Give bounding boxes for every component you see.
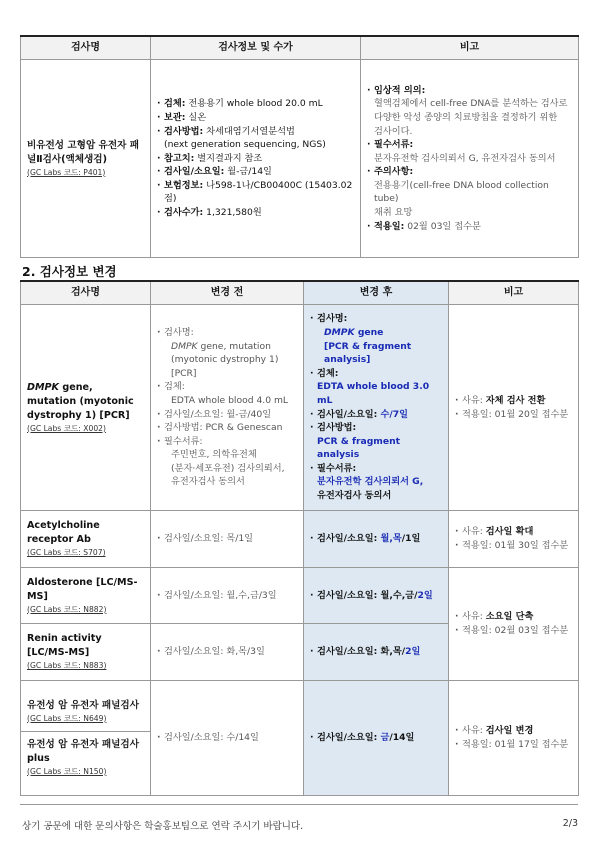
col-header-remarks: 비고 — [361, 36, 579, 60]
info-item-price: · 검사수가: 1,321,580원 — [157, 206, 354, 220]
test-name-cell — [21, 511, 151, 568]
before-cell: · 검사일/소요일: 월,수,금/3일 — [151, 568, 304, 624]
test-name-cell — [21, 681, 151, 796]
note-reason: · 사유: 검사일 변경 — [455, 724, 572, 738]
test-code: (GC Labs 코드: P401) — [27, 167, 106, 177]
test-code: (GC Labs 코드: N150) — [27, 766, 107, 776]
col-header-before: 변경 전 — [151, 281, 304, 305]
test-name-cell — [21, 305, 151, 511]
info-item-insurance: · 보험정보: 나598-1나/CB00400C (15403.02점) — [157, 179, 354, 206]
before-cell — [151, 305, 304, 511]
before-item-method: · 검사방법: PCR & Genescan — [157, 421, 297, 435]
note-caution: · 주의사항: 전용용기(cell-free DNA blood collection tube) 채취 요망 — [367, 165, 572, 219]
note-apply-date: · 적용일: 02월 03일 접수분 — [455, 624, 572, 638]
after-cell: · 검사일/소요일: 월,수,금/2일 — [304, 568, 449, 624]
remarks-cell — [361, 60, 579, 258]
info-item-schedule: · 검사일/소요일: 월-금/14일 — [157, 165, 354, 179]
col-header-after: 변경 후 — [304, 281, 449, 305]
remarks-cell — [449, 568, 579, 681]
test-code: (GC Labs 코드: S707) — [27, 548, 106, 557]
test-name: 유전성 암 유전자 패널검사 plus — [27, 738, 139, 764]
col-header-remarks: 비고 — [449, 281, 579, 305]
test-name: Renin activity [LC/MS-MS] — [27, 633, 102, 658]
test-name: DMPK gene, mutation (myotonic dystrophy 1) [PCR] — [27, 381, 134, 421]
note-reason: · 사유: 자체 검사 전환 — [455, 394, 572, 408]
test-info-table — [20, 35, 579, 258]
after-item-docs: · 필수서류: 분자유전학 검사의뢰서 G, 유전자검사 동의서 — [310, 462, 442, 503]
table-row — [21, 305, 579, 511]
remarks-cell — [449, 305, 579, 511]
info-item-storage: · 보관: 실온 — [157, 111, 354, 125]
info-item-reference: · 참고치: 별지결과지 참조 — [157, 152, 354, 166]
before-cell: · 검사일/소요일: 화,목/3일 — [151, 624, 304, 681]
test-name: Aldosterone [LC/MS-MS] — [27, 576, 138, 602]
after-item-method: · 검사방법: PCR & fragment analysis — [310, 421, 442, 462]
note-reason: · 사유: 검사일 확대 — [455, 525, 572, 539]
note-reason: · 사유: 소요일 단축 — [455, 610, 572, 624]
info-item-method: · 검사방법: 차세대염기서열분석법 (next generation sequencing, NGS) — [157, 125, 354, 152]
test-code: (GC Labs 코드: X002) — [27, 423, 106, 433]
info-change-table — [20, 280, 579, 796]
before-item-name: · 검사명: DMPK gene, mutation (myotonic dystrophy 1) [PCR] — [157, 326, 297, 380]
after-cell: · 검사일/소요일: 화,목/2일 — [304, 624, 449, 681]
table-row — [21, 568, 579, 624]
note-required-docs: · 필수서류: 분자유전학 검사의뢰서 G, 유전자검사 동의서 — [367, 138, 572, 165]
note-apply-date: · 적용일: 01월 17일 접수분 — [455, 738, 572, 752]
before-cell: · 검사일/소요일: 수/14일 — [151, 681, 304, 796]
test-name-group-2 — [21, 732, 150, 782]
test-info-cell — [151, 60, 361, 258]
after-item-specimen: · 검체: EDTA whole blood 3.0 mL — [310, 367, 442, 408]
col-header-info-price: 검사정보 및 수가 — [151, 36, 361, 60]
remarks-list — [367, 84, 572, 234]
test-name: Acetylcholine receptor Ab — [27, 520, 100, 545]
info-item-specimen: · 검체: 전용용기 whole blood 20.0 mL — [157, 97, 354, 111]
table-header-row — [21, 281, 579, 305]
footer-divider — [20, 804, 578, 805]
after-cell: · 검사일/소요일: 월,목/1일 — [304, 511, 449, 568]
test-name-cell — [21, 60, 151, 258]
section-title: 2. 검사정보 변경 — [22, 264, 117, 279]
note-apply-date: · 적용일: 01월 20일 접수분 — [455, 408, 572, 422]
before-cell: · 검사일/소요일: 목/1일 — [151, 511, 304, 568]
after-item-schedule: · 검사일/소요일: 수/7일 — [310, 408, 442, 422]
test-name: 유전성 암 유전자 패널검사 — [27, 699, 139, 711]
page-number: 2/3 — [562, 818, 578, 829]
after-item-name: · 검사명: DMPK gene [PCR & fragment analysis] — [310, 312, 442, 366]
before-item-schedule: · 검사일/소요일: 월-금/40일 — [157, 408, 297, 422]
table-header-row — [21, 36, 579, 60]
note-apply-date: · 적용일: 02월 03일 접수분 — [367, 220, 572, 234]
after-cell — [304, 305, 449, 511]
test-name: 비유전성 고형암 유전자 패널Ⅱ검사(액체생검) — [27, 139, 139, 165]
note-clinical-significance: · 임상적 의의: 혈액검체에서 cell-free DNA를 분석하는 검사로 다양한 악성 종양의 치료방침을 결정하기 위한 검사이다. — [367, 84, 572, 138]
test-name-group-1 — [21, 695, 150, 732]
test-code: (GC Labs 코드: N883) — [27, 661, 107, 670]
table-row — [21, 60, 579, 258]
test-code: (GC Labs 코드: N649) — [27, 713, 107, 723]
col-header-test-name: 검사명 — [21, 36, 151, 60]
table-row — [21, 681, 579, 796]
test-code: (GC Labs 코드: N882) — [27, 604, 107, 614]
footer-note: 상기 공문에 대한 문의사항은 학술홍보팀으로 연락 주시기 바랍니다. — [22, 821, 304, 832]
note-apply-date: · 적용일: 01월 30일 접수분 — [455, 539, 572, 553]
test-name-cell — [21, 624, 151, 681]
test-name-cell — [21, 568, 151, 624]
remarks-cell — [449, 511, 579, 568]
before-item-docs: · 필수서류: 주민번호, 의학유전체 (분자·세포유전) 검사의뢰서, 유전자검사 동의서 — [157, 435, 297, 489]
after-cell: · 검사일/소요일: 금/14일 — [304, 681, 449, 796]
table-row — [21, 511, 579, 568]
test-info-list — [157, 97, 354, 219]
before-item-specimen: · 검체: EDTA whole blood 4.0 mL — [157, 380, 297, 407]
remarks-cell — [449, 681, 579, 796]
col-header-test-name: 검사명 — [21, 281, 151, 305]
